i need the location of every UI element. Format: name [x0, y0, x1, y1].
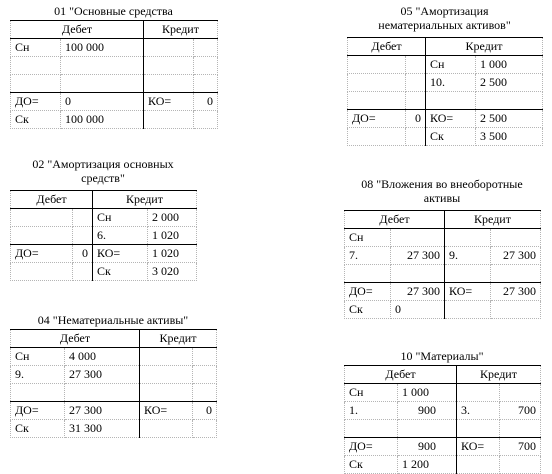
cell: 100 000 [61, 111, 144, 129]
credit-header: Кредит [93, 191, 197, 209]
account-04-title: 04 "Нематериальные активы" [37, 313, 189, 327]
cell [348, 74, 406, 92]
cell: 100 000 [61, 39, 144, 57]
cell [140, 420, 193, 438]
cell [500, 420, 541, 438]
account-08-title-line1: 08 "Вложения во внеоборотные [361, 177, 523, 191]
debit-header: Дебет [345, 366, 457, 384]
credit-header: Кредит [140, 330, 217, 348]
cell: 7. [345, 247, 391, 265]
cell: 6. [93, 227, 148, 245]
cell [345, 265, 391, 283]
cell [406, 128, 426, 146]
cell: ДО= [11, 93, 61, 111]
cell: Сн [11, 39, 61, 57]
cell: 0 [61, 93, 144, 111]
cell: Ск [345, 301, 391, 319]
cell [61, 57, 144, 75]
cell [193, 384, 217, 402]
cell: 700 [500, 438, 541, 456]
cell [476, 92, 543, 110]
cell [194, 39, 218, 57]
cell [457, 456, 500, 474]
cell [194, 75, 218, 93]
cell: 700 [500, 402, 541, 420]
debit-header: Дебет [345, 211, 445, 229]
cell: 9. [11, 366, 65, 384]
cell: Сн [11, 348, 65, 366]
cell [11, 209, 73, 227]
cell: 3 500 [476, 128, 543, 146]
cell [457, 384, 500, 402]
cell [193, 420, 217, 438]
credit-header: Кредит [457, 366, 541, 384]
cell [73, 209, 93, 227]
account-02-title-line2: средств" [81, 171, 125, 185]
cell [11, 75, 61, 93]
account-01 [10, 4, 217, 124]
cell: ДО= [345, 283, 391, 301]
credit-header: Кредит [144, 21, 218, 39]
cell: 0 [406, 110, 426, 128]
debit-header: Дебет [11, 21, 144, 39]
cell [194, 57, 218, 75]
cell: 27 300 [391, 283, 445, 301]
cell [348, 128, 406, 146]
cell [391, 229, 445, 247]
cell: 900 [398, 438, 457, 456]
account-10 [344, 349, 540, 471]
cell [491, 301, 541, 319]
cell [500, 456, 541, 474]
account-05-title-line1: 05 "Амортизация [400, 4, 489, 18]
cell [144, 111, 194, 129]
cell: Сн [345, 384, 398, 402]
account-02-title [10, 157, 196, 185]
cell [445, 265, 491, 283]
cell: 0 [193, 402, 217, 420]
cell [61, 75, 144, 93]
cell [193, 366, 217, 384]
cell [491, 265, 541, 283]
credit-header: Кредит [426, 38, 543, 56]
cell: Ск [345, 456, 398, 474]
cell: ДО= [345, 438, 398, 456]
cell [11, 384, 65, 402]
cell: 27 300 [491, 247, 541, 265]
cell [445, 301, 491, 319]
cell [491, 229, 541, 247]
account-05-title-line2: нематериальных активов" [378, 18, 511, 32]
cell [11, 57, 61, 75]
cell: КО= [93, 245, 148, 263]
cell: 1 020 [148, 227, 197, 245]
cell: Сн [345, 229, 391, 247]
cell [426, 92, 476, 110]
account-08-title [344, 177, 540, 205]
cell [406, 92, 426, 110]
cell: 1 000 [398, 384, 457, 402]
cell [348, 56, 406, 74]
cell: 1 200 [398, 456, 457, 474]
cell: КО= [144, 93, 194, 111]
cell: 27 300 [391, 247, 445, 265]
cell: ДО= [348, 110, 406, 128]
cell [391, 265, 445, 283]
debit-header: Дебет [11, 191, 93, 209]
cell [194, 111, 218, 129]
account-05 [347, 4, 542, 144]
cell: Ск [93, 263, 148, 281]
cell [445, 229, 491, 247]
cell: 2 500 [476, 110, 543, 128]
cell [144, 57, 194, 75]
account-10-title: 10 "Материалы" [400, 349, 484, 363]
account-08-title-line2: активы [423, 191, 461, 205]
cell [144, 75, 194, 93]
cell [193, 348, 217, 366]
cell: КО= [140, 402, 193, 420]
cell: 900 [398, 402, 457, 420]
cell: 1. [345, 402, 398, 420]
cell [398, 420, 457, 438]
cell: КО= [426, 110, 476, 128]
cell [65, 384, 140, 402]
cell: Ск [426, 128, 476, 146]
cell: Сн [426, 56, 476, 74]
cell: КО= [445, 283, 491, 301]
account-08 [344, 177, 540, 317]
cell: 1 000 [476, 56, 543, 74]
cell: 0 [194, 93, 218, 111]
account-05-title [347, 4, 542, 32]
cell: 0 [73, 245, 93, 263]
cell [73, 263, 93, 281]
account-01-title: 01 "Основные средства [54, 4, 173, 18]
cell: 2 000 [148, 209, 197, 227]
cell [73, 227, 93, 245]
cell [11, 227, 73, 245]
account-02-title-line1: 02 "Амортизация основных [32, 157, 174, 171]
cell [144, 39, 194, 57]
cell: 10. [426, 74, 476, 92]
cell: 31 300 [65, 420, 140, 438]
cell: ДО= [11, 402, 65, 420]
account-04 [10, 313, 216, 438]
cell [11, 263, 73, 281]
cell: ДО= [11, 245, 73, 263]
account-02 [10, 157, 196, 282]
cell: 9. [445, 247, 491, 265]
cell [406, 56, 426, 74]
cell [140, 348, 193, 366]
cell: Ск [11, 111, 61, 129]
debit-header: Дебет [11, 330, 140, 348]
credit-header: Кредит [445, 211, 541, 229]
cell: 1 020 [148, 245, 197, 263]
cell: Сн [93, 209, 148, 227]
cell: Ск [11, 420, 65, 438]
cell [140, 384, 193, 402]
cell: 2 500 [476, 74, 543, 92]
cell: 27 300 [65, 366, 140, 384]
cell [140, 366, 193, 384]
cell: 27 300 [491, 283, 541, 301]
cell: 3. [457, 402, 500, 420]
cell [406, 74, 426, 92]
cell [348, 92, 406, 110]
cell: КО= [457, 438, 500, 456]
cell [457, 420, 500, 438]
cell [500, 384, 541, 402]
cell: 3 020 [148, 263, 197, 281]
cell: 0 [391, 301, 445, 319]
cell: 4 000 [65, 348, 140, 366]
cell: 27 300 [65, 402, 140, 420]
debit-header: Дебет [348, 38, 426, 56]
cell [345, 420, 398, 438]
